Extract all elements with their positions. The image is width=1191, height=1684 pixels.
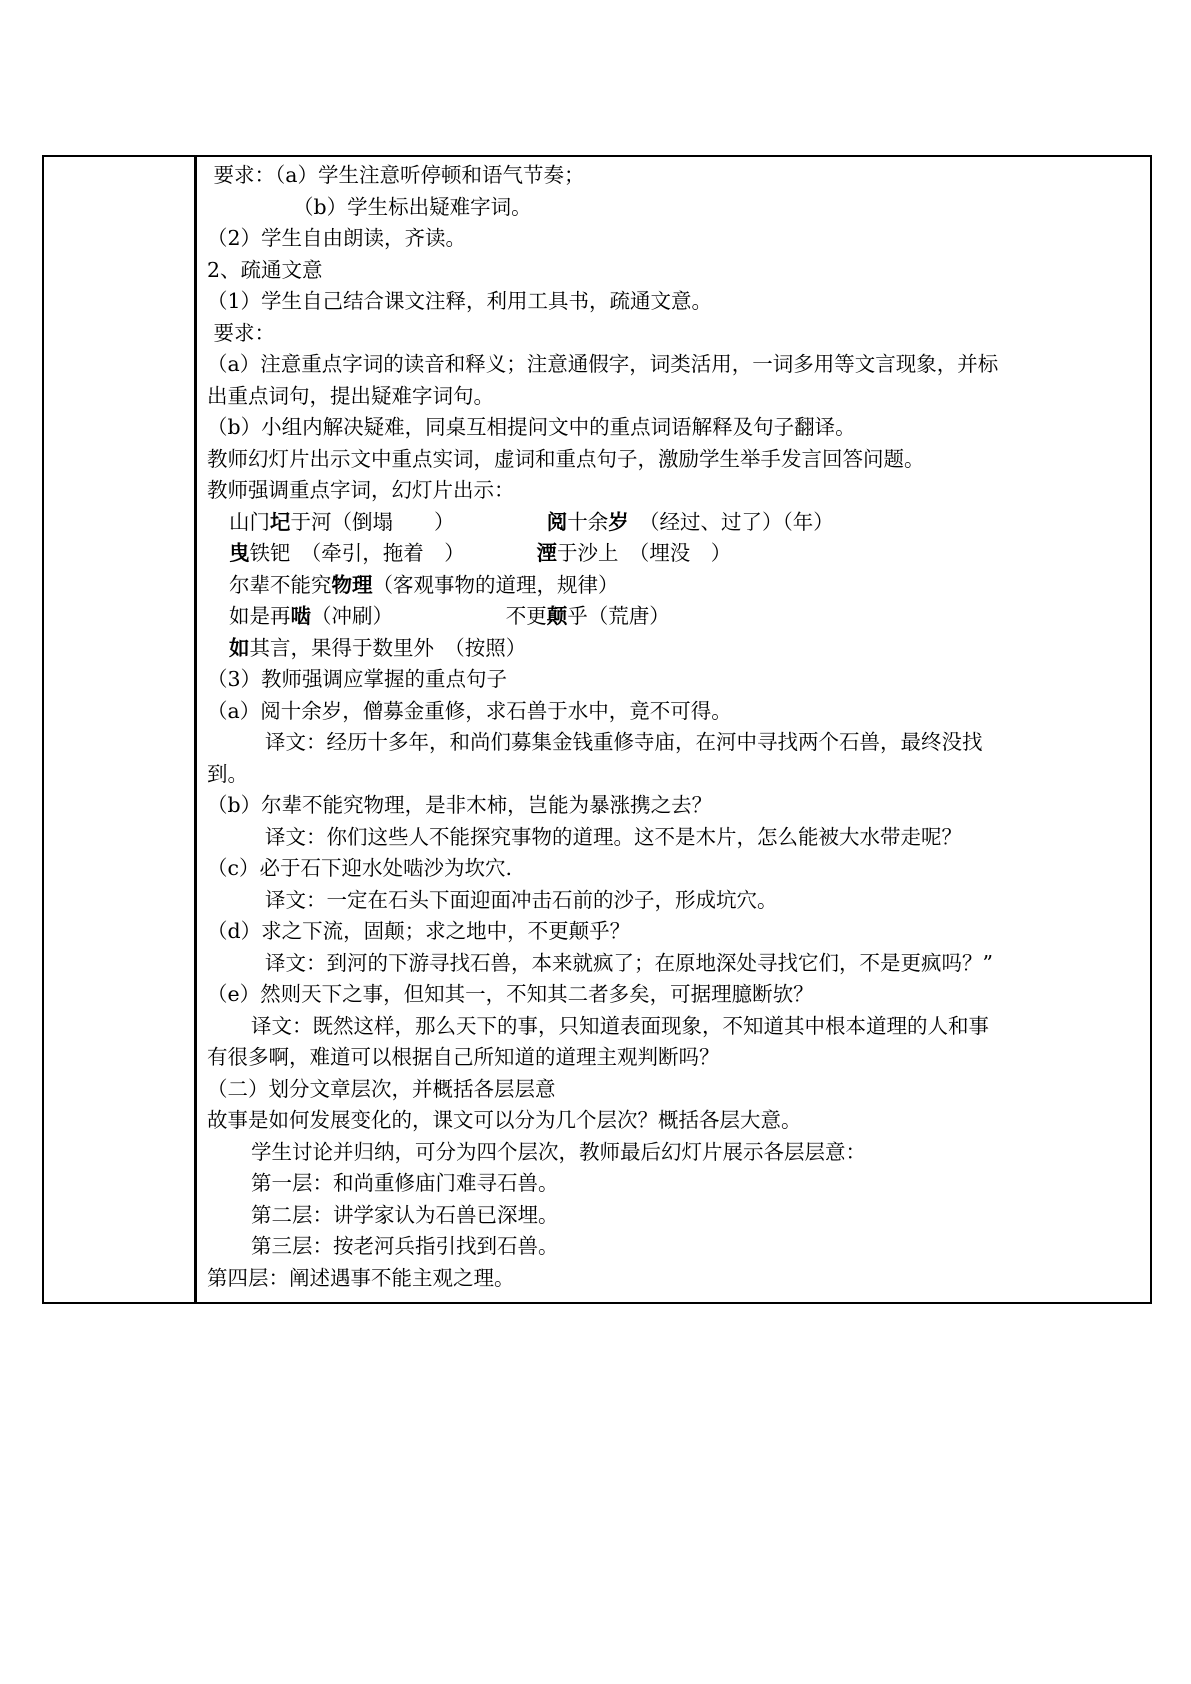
text-line: （b）小组内解决疑难，同桌互相提问文中的重点词语解释及句子翻译。 bbox=[207, 415, 856, 439]
text-line: （a）注意重点字词的读音和释义；注意通假字，词类活用，一词多用等文言现象，并标 bbox=[207, 352, 999, 376]
text-segment: 乎（荒唐） bbox=[567, 604, 670, 628]
text-line: 第三层：按老河兵指引找到石兽。 bbox=[251, 1234, 559, 1258]
text-segment: 铁钯 （牵引，拖着 ） bbox=[249, 541, 537, 565]
text-line: 教师幻灯片出示文中重点实词，虚词和重点句子，激励学生举手发言回答问题。 bbox=[207, 446, 925, 471]
text-line: 第一层：和尚重修庙门难寻石兽。 bbox=[251, 1171, 559, 1195]
text-line: （二）划分文章层次，并概括各层层意 bbox=[207, 1076, 556, 1101]
text-line: 译文：到河的下游寻找石兽，本来就疯了；在原地深处寻找它们，不是更疯吗？” bbox=[265, 950, 993, 975]
text-line: （e）然则天下之事，但知其一，不知其二者多矣，可据理臆断欤？ bbox=[207, 982, 814, 1006]
text-line: （b）尔辈不能究物理，是非木柿，岂能为暴涨携之去？ bbox=[207, 793, 713, 817]
text-line: （1）学生自己结合课文注释，利用工具书，疏通文意。 bbox=[207, 289, 713, 313]
text-line: 译文：既然这样，那么天下的事，只知道表面现象，不知道其中根本道理的人和事 bbox=[251, 1013, 989, 1038]
text-line: （b）学生标出疑难字词。 bbox=[293, 194, 532, 219]
text-line: 出重点词句，提出疑难字词句。 bbox=[207, 383, 494, 408]
text-line: 译文：经历十多年，和尚们募集金钱重修寺庙，在河中寻找两个石兽，最终没找 bbox=[265, 730, 983, 754]
text-segment: 十余 bbox=[567, 509, 609, 534]
text-line: （c）必于石下迎水处啮沙为坎穴. bbox=[207, 856, 512, 880]
text-segment: （客观事物的道理，规律） bbox=[372, 572, 619, 597]
text-line: 学生讨论并归纳，可分为四个层次，教师最后幻灯片展示各层层意： bbox=[251, 1139, 866, 1164]
text-segment: （经过、过了）（年） bbox=[628, 509, 834, 534]
text-line: 教师强调重点字词，幻灯片出示： bbox=[207, 478, 515, 502]
key-character: 如 bbox=[229, 635, 250, 660]
text-line: 2、疏通文意 bbox=[207, 257, 323, 282]
key-character: 湮 bbox=[536, 541, 557, 565]
text-line: 译文：你们这些人不能探究事物的道理。这不是木片，怎么能被大水带走呢？ bbox=[265, 824, 962, 849]
lesson-content-cell bbox=[207, 160, 1142, 1294]
text-line bbox=[207, 633, 1142, 665]
text-line bbox=[207, 507, 1142, 539]
text-line: 要求： bbox=[207, 320, 276, 345]
key-character: 岁 bbox=[608, 509, 629, 534]
text-line bbox=[207, 570, 1142, 602]
text-segment: 其言，果得于数里外 （按照） bbox=[249, 635, 527, 660]
key-character: 颠 bbox=[546, 604, 568, 628]
text-line: 第四层：阐述遇事不能主观之理。 bbox=[207, 1265, 515, 1290]
text-line bbox=[207, 538, 1142, 570]
text-line: （d）求之下流，固颠；求之地中，不更颠乎？ bbox=[207, 919, 631, 943]
text-line: （2）学生自由朗读，齐读。 bbox=[207, 226, 467, 250]
text-segment: （冲刷） 不更 bbox=[311, 604, 547, 628]
text-line: 有很多啊，难道可以根据自己所知道的道理主观判断吗？ bbox=[207, 1045, 720, 1069]
text-line: 到。 bbox=[207, 761, 248, 786]
text-line: 要求：（a）学生注意听停顿和语气节奏； bbox=[207, 163, 585, 187]
key-character: 阅 bbox=[546, 509, 568, 534]
text-line: 译文：一定在石头下面迎面冲击石前的沙子，形成坑穴。 bbox=[265, 887, 778, 912]
text-segment: 于河（倒塌 ） bbox=[290, 509, 547, 534]
text-line: 第二层：讲学家认为石兽已深埋。 bbox=[251, 1202, 559, 1227]
text-segment: 如是再 bbox=[229, 604, 291, 628]
key-character: 曳 bbox=[229, 541, 250, 565]
text-line: （3）教师强调应掌握的重点句子 bbox=[207, 667, 508, 691]
text-line: （a）阅十余岁，僧募金重修，求石兽于水中，竟不可得。 bbox=[207, 698, 732, 723]
key-character: 啮 bbox=[290, 604, 311, 628]
lesson-table bbox=[42, 155, 1152, 1304]
text-line bbox=[207, 601, 1142, 633]
text-line: 故事是如何发展变化的，课文可以分为几个层次？概括各层大意。 bbox=[207, 1108, 802, 1132]
key-character: 圮 bbox=[270, 509, 291, 534]
text-segment: 山门 bbox=[229, 509, 270, 534]
column-divider bbox=[194, 157, 197, 1302]
key-character: 物理 bbox=[331, 572, 373, 597]
text-segment: 尔辈不能究 bbox=[229, 572, 332, 597]
text-segment: 于沙上 （埋没 ） bbox=[557, 541, 732, 565]
